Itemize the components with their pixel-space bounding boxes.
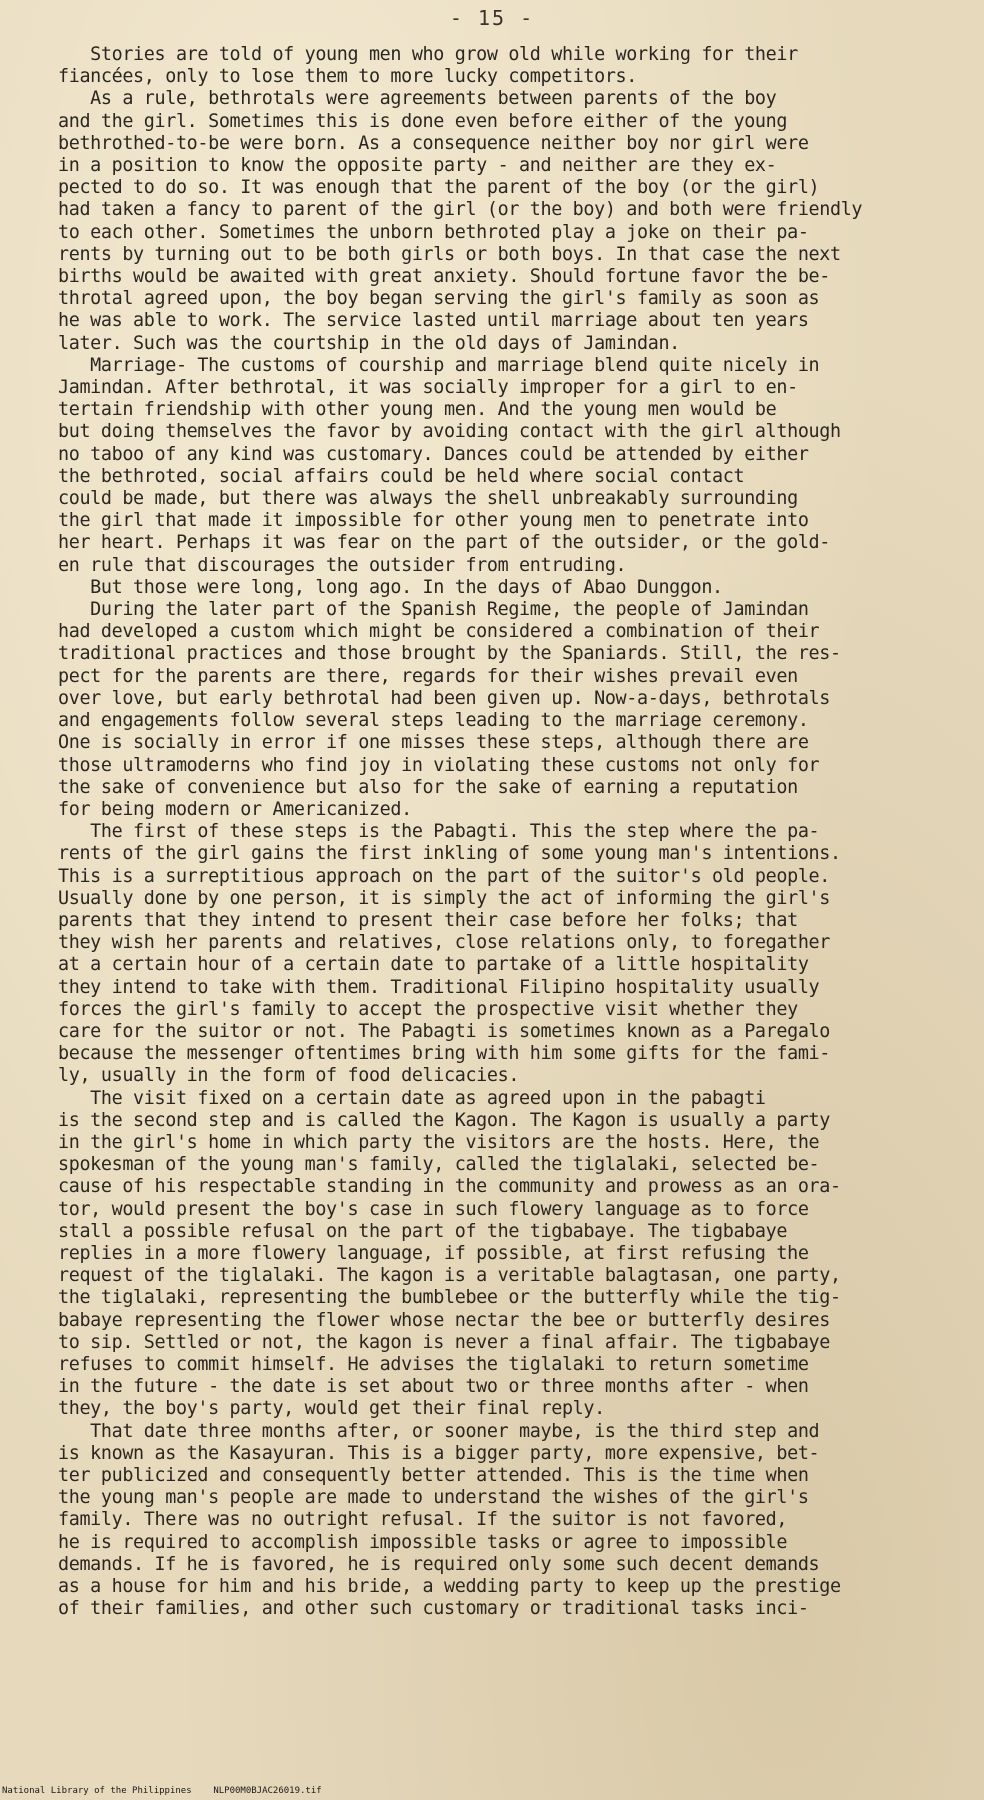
text-line: replies in a more flowery language, if possible, at first refusing the <box>58 1242 809 1264</box>
text-line: ly, usually in the form of food delicacies. <box>58 1065 520 1087</box>
text-line: no taboo of any kind was customary. Dances could be attended by either <box>58 443 809 465</box>
text-line: demands. If he is favored, he is required only some such decent demands <box>58 1553 820 1575</box>
text-line: because the messenger oftentimes bring with him some gifts for the fami- <box>58 1043 830 1065</box>
text-line: is the second step and is called the Kagon. The Kagon is usually a party <box>58 1109 830 1131</box>
text-line: had developed a custom which might be considered a combination of their <box>58 621 820 643</box>
text-line: of their families, and other such customary or traditional tasks inci- <box>58 1598 809 1620</box>
text-line: over love, but early bethrotal had been given up. Now-a-days, bethrotals <box>58 687 830 709</box>
text-line: traditional practices and those brought by the Spaniards. Still, the res- <box>58 643 841 665</box>
text-line: bethrothed-to-be were born. As a consequence neither boy nor girl were <box>58 132 809 154</box>
text-line: for being modern or Americanized. <box>58 798 412 820</box>
text-line: they wish her parents and relatives, close relations only, to foregather <box>58 932 830 954</box>
page-number: - 15 - <box>449 6 535 30</box>
text-line: care for the suitor or not. The Pabagti is sometimes known as a Paregalo <box>58 1020 830 1042</box>
text-line: he is required to accomplish impossible tasks or agree to impossible <box>58 1531 788 1553</box>
text-line: forces the girl's family to accept the prospective visit whether they <box>58 998 798 1020</box>
text-line: they intend to take with them. Traditional Filipino hospitality usually <box>58 976 820 998</box>
text-line: in a position to know the opposite party - and neither are they ex- <box>58 155 777 177</box>
text-line: he was able to work. The service lasted until marriage about ten years <box>58 310 809 332</box>
text-line: cause of his respectable standing in the community and prowess as an ora- <box>58 1176 841 1198</box>
text-line: throtal agreed upon, the boy began serving the girl's family as soon as <box>58 288 820 310</box>
paragraph <box>58 1088 958 1421</box>
text-line: tor, would present the boy's case in such flowery language as to force <box>58 1198 809 1220</box>
paragraph <box>58 577 958 599</box>
text-line: As a rule, bethrotals were agreements between parents of the boy <box>58 88 777 110</box>
text-line: to each other. Sometimes the unborn bethroted play a joke on their pa- <box>58 221 809 243</box>
text-line: had taken a fancy to parent of the girl (or the boy) and both were friendly <box>58 199 863 221</box>
paragraph <box>58 355 958 577</box>
text-line: the girl that made it impossible for other young men to penetrate into <box>58 510 809 532</box>
footer-caption <box>0 1786 984 1796</box>
text-line: The visit fixed on a certain date as agreed upon in the pabagti <box>58 1087 766 1109</box>
text-line: they, the boy's party, would get their final reply. <box>58 1398 605 1420</box>
text-line: stall a possible refusal on the part of the tigbabaye. The tigbabaye <box>58 1220 788 1242</box>
text-line: those ultramoderns who find joy in violating these customs not only for <box>58 754 820 776</box>
text-line: fiancées, only to lose them to more lucky competitors. <box>58 66 637 88</box>
text-line: in the girl's home in which party the visitors are the hosts. Here, the <box>58 1131 820 1153</box>
text-line: tertain friendship with other young men. And the young men would be <box>58 399 777 421</box>
paragraph <box>58 599 958 821</box>
text-line: and engagements follow several steps leading to the marriage ceremony. <box>58 710 809 732</box>
text-line: family. There was no outright refusal. If the suitor is not favored, <box>58 1509 788 1531</box>
text-line: spokesman of the young man's family, called the tiglalaki, selected be- <box>58 1154 820 1176</box>
text-line: births would be awaited with great anxiety. Should fortune favor the be- <box>58 266 830 288</box>
text-line: One is socially in error if one misses these steps, although there are <box>58 732 809 754</box>
text-line: the bethroted, social affairs could be held where social contact <box>58 465 745 487</box>
text-line: Marriage- The customs of courship and marriage blend quite nicely in <box>58 354 820 376</box>
paragraph <box>58 821 958 1087</box>
text-line: her heart. Perhaps it was fear on the part of the outsider, or the gold- <box>58 532 830 554</box>
text-line: and the girl. Sometimes this is done even before either of the young <box>58 110 788 132</box>
text-line: pect for the parents are there, regards for their wishes prevail even <box>58 665 798 687</box>
text-line: Stories are told of young men who grow old while working for their <box>58 44 798 65</box>
text-line: en rule that discourages the outsider from entruding. <box>58 554 627 576</box>
typewritten-body <box>58 44 958 1620</box>
text-line: ter publicized and consequently better attended. This is the time when <box>58 1465 809 1486</box>
text-line: Jamindan. After bethrotal, it was socially improper for a girl to en- <box>58 377 798 399</box>
text-line: This is a surreptitious approach on the part of the suitor's old people. <box>58 865 830 887</box>
text-line: the tiglalaki, representing the bumblebee or the butterfly while the tig- <box>58 1287 841 1309</box>
text-line: at a certain hour of a certain date to partake of a little hospitality <box>58 954 809 976</box>
text-line: as a house for him and his bride, a wedding party to keep up the prestige <box>58 1576 841 1598</box>
text-line: is known as the Kasayuran. This is a bigger party, more expensive, bet- <box>58 1442 820 1464</box>
text-line: rents of the girl gains the first inkling of some young man's intentions. <box>58 843 841 865</box>
text-line: refuses to commit himself. He advises the tiglalaki to return sometime <box>58 1353 809 1375</box>
text-line: in the future - the date is set about two or three months after - when <box>58 1376 809 1398</box>
text-line: the young man's people are made to understand the wishes of the girl's <box>58 1487 809 1509</box>
text-line: could be made, but there was always the shell unbreakably surrounding <box>58 488 798 510</box>
footer-text: National Library of the Philippines NLP00M0BJAC26019.tif <box>2 1786 322 1796</box>
text-line: pected to do so. It was enough that the parent of the boy (or the girl) <box>58 177 820 199</box>
text-line: rents by turning out to be both girls or both boys. In that case the next <box>58 243 841 265</box>
text-line: later. Such was the courtship in the old days of Jamindan. <box>58 332 680 354</box>
text-line: but doing themselves the favor by avoiding contact with the girl although <box>58 421 841 443</box>
text-line: But those were long, long ago. In the days of Abao Dunggon. <box>58 576 723 598</box>
paragraph <box>58 44 958 88</box>
text-line: The first of these steps is the Pabagti. This the step where the pa- <box>58 821 820 843</box>
text-line: parents that they intend to present their case before her folks; that <box>58 909 798 931</box>
text-line: Usually done by one person, it is simply the act of informing the girl's <box>58 887 830 909</box>
paragraph <box>58 1421 958 1621</box>
paragraph <box>58 88 958 354</box>
text-line: babaye representing the flower whose nectar the bee or butterfly desires <box>58 1309 830 1331</box>
text-line: the sake of convenience but also for the sake of earning a reputation <box>58 776 798 798</box>
text-line: request of the tiglalaki. The kagon is a veritable balagtasan, one party, <box>58 1265 841 1287</box>
text-line: During the later part of the Spanish Regime, the people of Jamindan <box>58 599 809 621</box>
text-line: That date three months after, or sooner maybe, is the third step and <box>58 1420 820 1442</box>
text-line: to sip. Settled or not, the kagon is never a final affair. The tigbabaye <box>58 1331 830 1353</box>
